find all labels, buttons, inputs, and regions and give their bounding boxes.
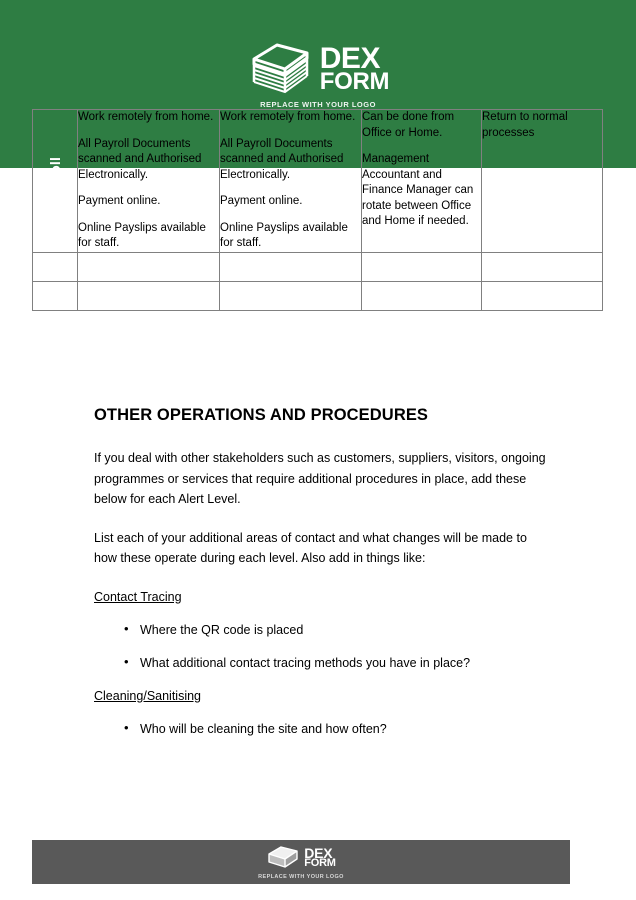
- cell-paragraph: Can be done from Office or Home.: [362, 111, 455, 139]
- cell-paragraph: Online Payslips available for staff.: [78, 221, 206, 249]
- paper-stack-icon: [247, 40, 313, 98]
- footer-logo-secondary: FORM: [304, 857, 336, 870]
- cell-paragraph: Payment online.: [78, 195, 161, 207]
- cell-paragraph: Online Payslips available for staff.: [220, 221, 348, 249]
- footer-band: [32, 840, 570, 884]
- matrix-cell-level-c[interactable]: [362, 110, 482, 253]
- footer-logo-words: [304, 847, 336, 868]
- subheading-contact-tracing: Contact Tracing: [94, 589, 182, 604]
- table-row-empty: [33, 281, 603, 310]
- cell-paragraph: Work remotely from home.: [220, 111, 356, 123]
- cell-paragraph: All Payroll Documents scanned and Authorised Electronically.: [78, 137, 202, 181]
- matrix-cell-empty[interactable]: [482, 281, 603, 310]
- matrix-cell-level-a[interactable]: [78, 110, 220, 253]
- group-contact-tracing: [94, 587, 546, 673]
- list-item: • Who will be cleaning the site and how often?: [94, 719, 546, 739]
- page-title: OTHER OPERATIONS AND PROCEDURES: [94, 406, 429, 424]
- other-operations-section: [94, 406, 546, 752]
- table-row: [33, 110, 603, 253]
- row-label-cell-empty[interactable]: [33, 281, 78, 310]
- row-label-cell-empty[interactable]: [33, 252, 78, 281]
- table-row-empty: [33, 252, 603, 281]
- list-item: • Where the QR code is placed: [94, 620, 546, 640]
- intro-paragraph-1: If you deal with other stakeholders such as customers, suppliers, visitors, ongoing programmes or services that require additional procedures in place, add these below for each Alert Level.: [94, 451, 546, 506]
- matrix-table: [32, 109, 603, 311]
- intro-paragraph-2: List each of your additional areas of contact and what changes will be made to how these operate during each level. Also add in things like:: [94, 530, 527, 565]
- matrix-cell-empty[interactable]: [78, 281, 220, 310]
- bullet-list-cleaning-sanitising: [94, 719, 546, 739]
- cell-paragraph: Return to normal processes: [482, 111, 568, 139]
- header-logo-row: [247, 40, 389, 98]
- footer-logo-row: [266, 844, 336, 872]
- matrix-cell-empty[interactable]: [482, 252, 603, 281]
- footer-logo-primary: DEX: [304, 845, 333, 862]
- alert-level-matrix: [32, 109, 602, 311]
- box-stack-icon: [266, 844, 300, 872]
- header-logo-primary: DEX: [319, 41, 380, 75]
- cell-paragraph: All Payroll Documents scanned and Authorised Electronically.: [220, 137, 344, 181]
- list-item: • What additional contact tracing methods you have in place?: [94, 653, 546, 673]
- cell-paragraph: Work remotely from home.: [78, 111, 214, 123]
- matrix-cell-level-d[interactable]: [482, 110, 603, 253]
- header-logo-tagline: REPLACE WITH YOUR LOGO: [260, 100, 376, 109]
- matrix-cell-empty[interactable]: [362, 281, 482, 310]
- row-label-payroll: Payroll: [47, 156, 63, 205]
- matrix-cell-empty[interactable]: [220, 281, 362, 310]
- footer-logo-tagline: REPLACE WITH YOUR LOGO: [258, 874, 344, 880]
- matrix-cell-empty[interactable]: [362, 252, 482, 281]
- cell-paragraph: Management Accountant and Finance Manager can rotate between Office and Home if needed.: [362, 153, 474, 227]
- footer-logo: [258, 844, 344, 880]
- row-label-cell-payroll: [33, 110, 78, 253]
- bullet-list-contact-tracing: [94, 620, 546, 673]
- cell-paragraph: Payment online.: [220, 195, 303, 207]
- header-logo: [0, 40, 636, 109]
- subheading-cleaning-sanitising: Cleaning/Sanitising: [94, 688, 202, 703]
- header-logo-secondary: FORM: [319, 67, 390, 95]
- matrix-cell-empty[interactable]: [78, 252, 220, 281]
- matrix-cell-level-b[interactable]: [220, 110, 362, 253]
- group-cleaning-sanitising: [94, 686, 546, 739]
- matrix-cell-empty[interactable]: [220, 252, 362, 281]
- header-logo-words: [319, 41, 390, 95]
